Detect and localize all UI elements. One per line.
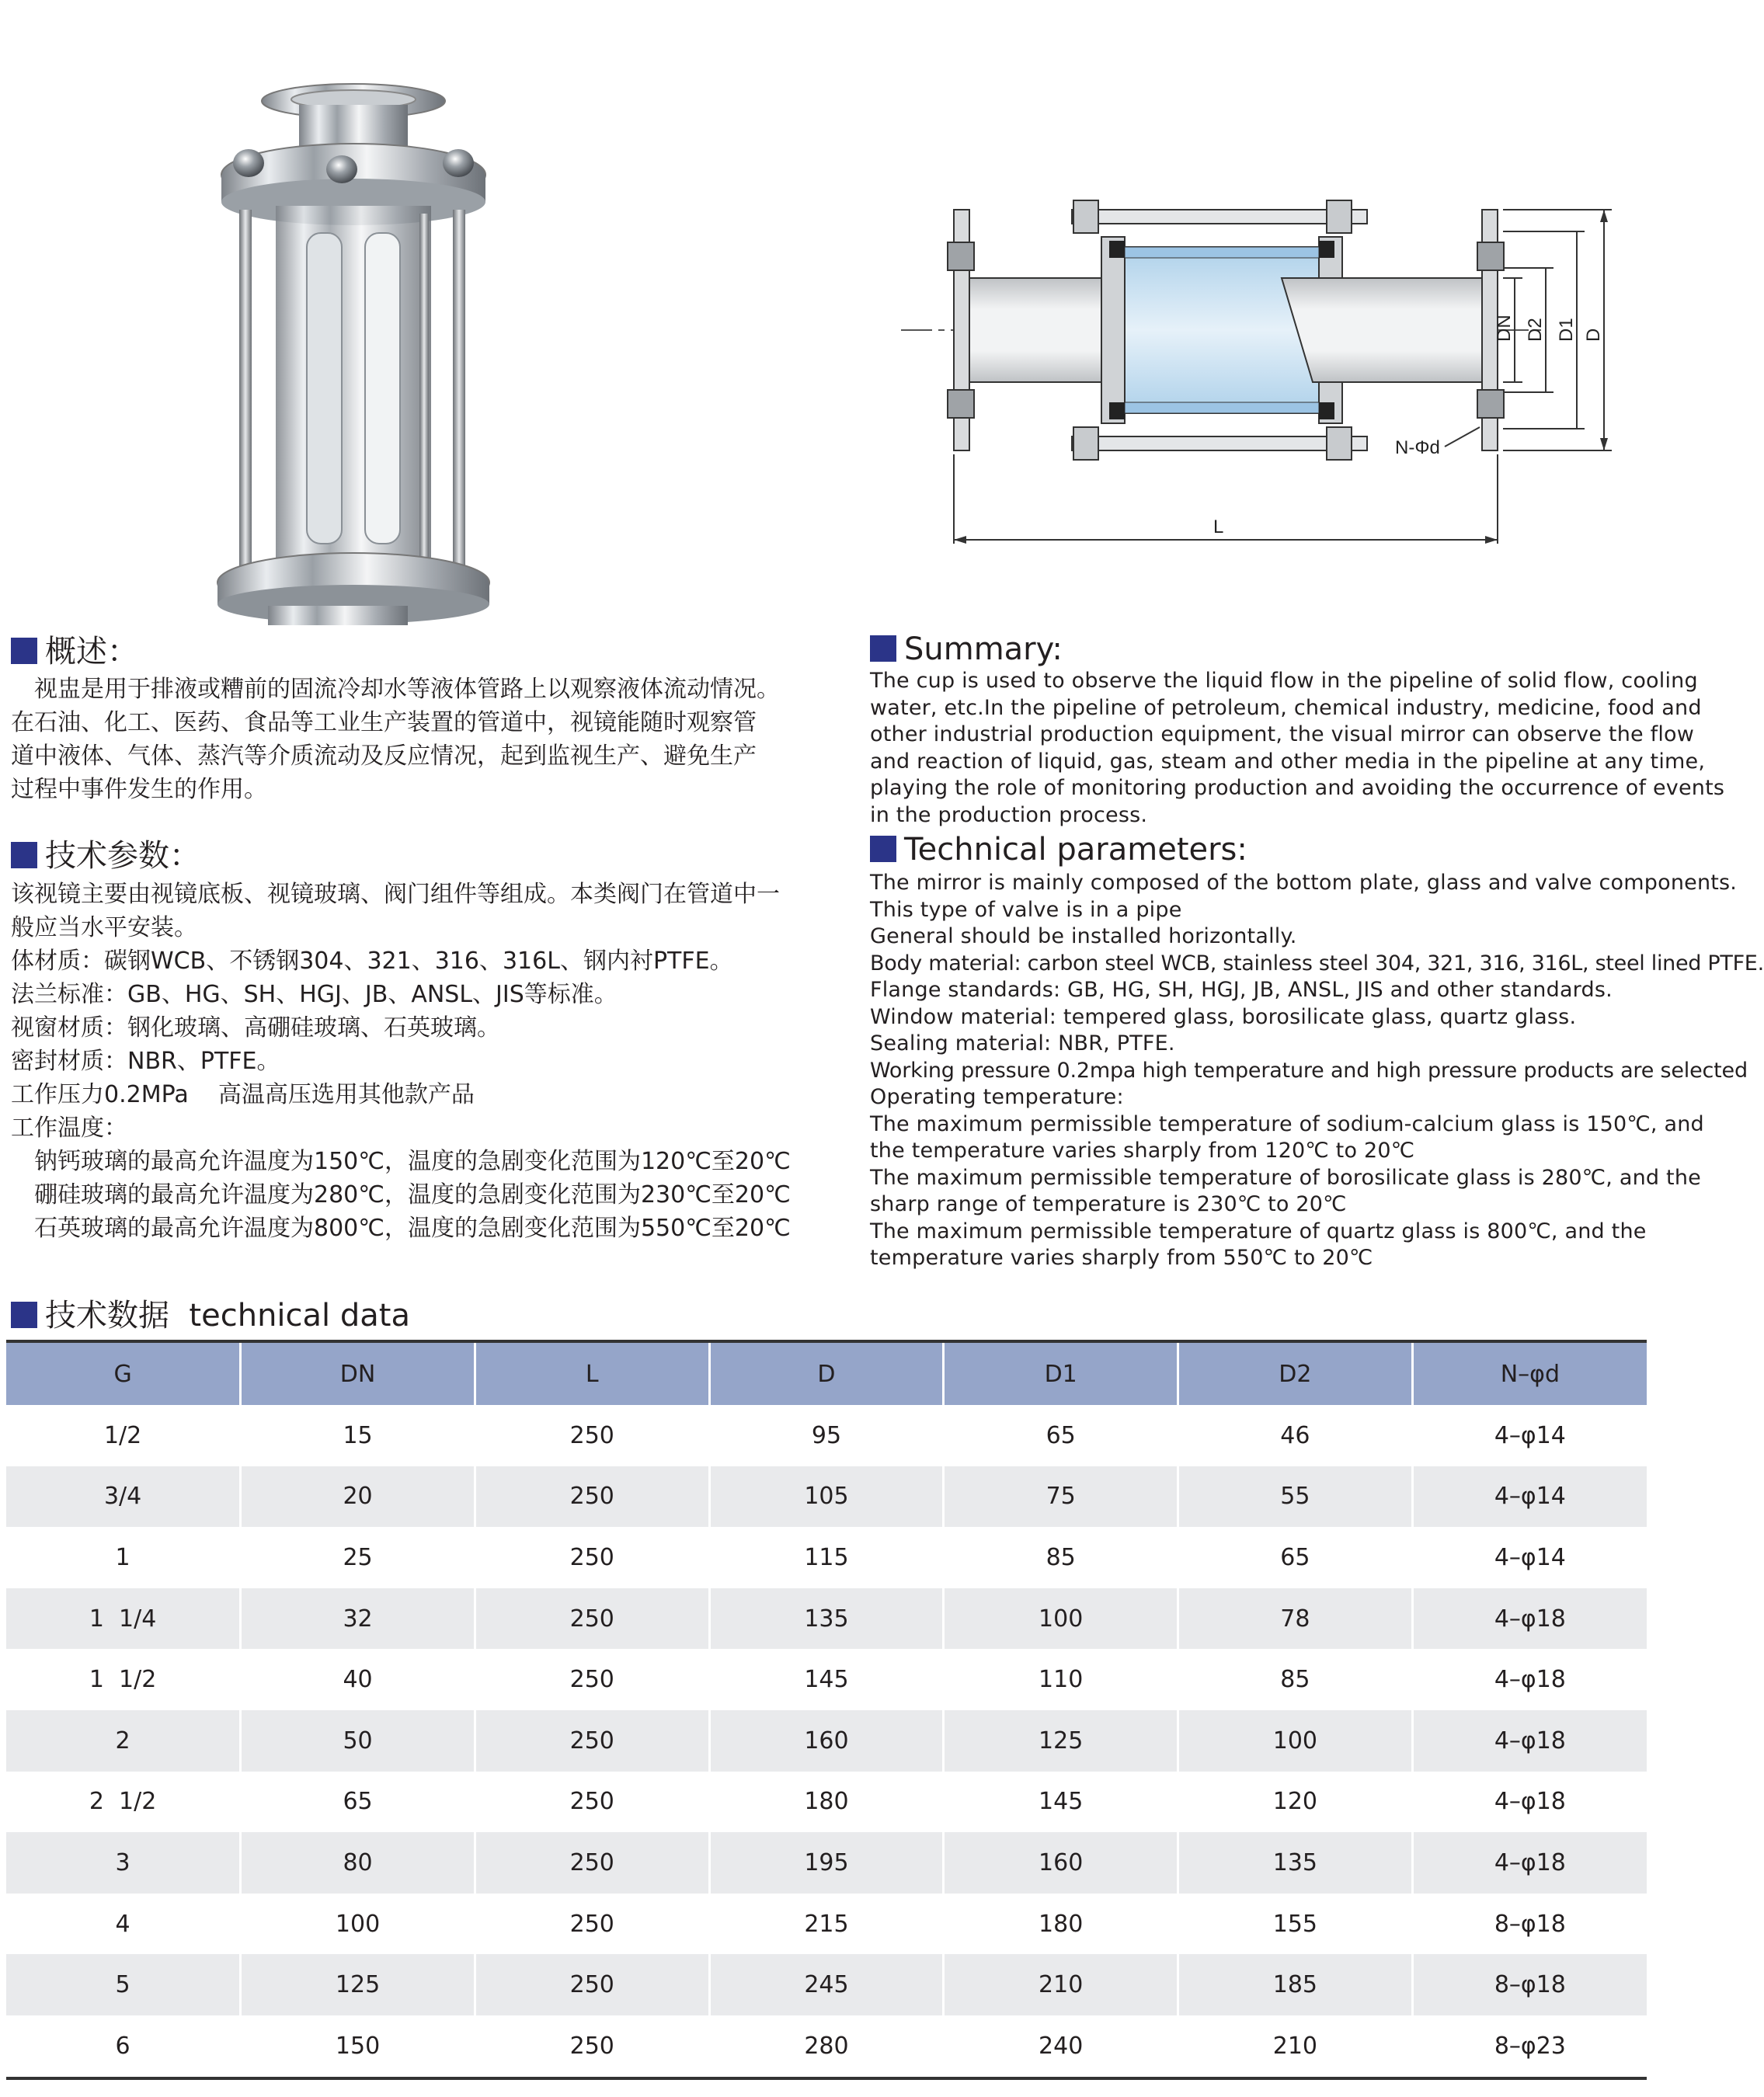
table-cell: 5: [6, 1954, 241, 2015]
column-header-d2: D2: [1178, 1341, 1413, 1405]
summary-cn-heading: 概述：: [11, 633, 138, 670]
right-pipe: [1282, 278, 1482, 382]
params-en-line: The maximum permissible temperature of quartz glass is 800℃, and the: [870, 1219, 1647, 1243]
table-cell: 65: [241, 1772, 475, 1833]
table-cell: 20: [241, 1466, 475, 1528]
table-cell: 4–φ18: [1412, 1832, 1647, 1894]
table-row: [6, 1894, 1647, 1955]
params-cn-line: 密封材质：NBR、PTFE。: [11, 1048, 280, 1075]
params-en-heading: Technical parameters:: [870, 831, 1247, 868]
table-cell: 40: [241, 1649, 475, 1710]
table-cell: 95: [709, 1405, 944, 1466]
dim-nd-label: N-Φd: [1395, 437, 1440, 458]
right-flange-bolt: [1477, 390, 1504, 418]
table-cell: 15: [241, 1405, 475, 1466]
table-cell: 245: [709, 1954, 944, 2015]
column-header-dn: DN: [241, 1341, 475, 1405]
section-marker-icon: [870, 836, 896, 862]
table-cell: 210: [1178, 2015, 1413, 2078]
table-cell: 2 1/2: [6, 1772, 241, 1833]
table-row: [6, 1710, 1647, 1772]
table-cell: 250: [475, 1527, 709, 1588]
summary-en-body: [870, 668, 1724, 829]
table-row: [6, 1466, 1647, 1528]
summary-en-line: and reaction of liquid, gas, steam and other media in the pipeline at any time,: [870, 749, 1706, 774]
dim-l-label: L: [1213, 516, 1224, 537]
table-cell: 250: [475, 1954, 709, 2015]
glass-window: [307, 233, 342, 544]
table-cell: 210: [944, 1954, 1178, 2015]
table-cell: 250: [475, 1588, 709, 1650]
table-cell: 215: [709, 1894, 944, 1955]
table-cell: 4–φ14: [1412, 1527, 1647, 1588]
table-cell: 65: [1178, 1527, 1413, 1588]
params-en-line: The maximum permissible temperature of borosilicate glass is 280℃, and the: [870, 1165, 1701, 1190]
table-cell: 160: [944, 1832, 1178, 1894]
glass-tube: [276, 206, 431, 571]
table-cell: 240: [944, 2015, 1178, 2078]
table-row: [6, 2015, 1647, 2078]
table-cell: 4–φ14: [1412, 1405, 1647, 1466]
table-cell: 4–φ18: [1412, 1710, 1647, 1772]
product-photo: [210, 78, 497, 629]
table-row: [6, 1832, 1647, 1894]
seal: [1319, 402, 1334, 419]
dim-d1-label: D1: [1556, 318, 1577, 342]
left-flange-bolt: [948, 390, 974, 418]
rod-nut: [1073, 200, 1098, 233]
tie-rod: [1072, 210, 1367, 224]
technical-diagram: [901, 194, 1623, 551]
nut-icon: [326, 155, 357, 183]
table-cell: 1: [6, 1527, 241, 1588]
params-en-line: Operating temperature:: [870, 1085, 1124, 1109]
table-cell: 8–φ23: [1412, 2015, 1647, 2078]
rod-nut: [1073, 427, 1098, 460]
section-marker-icon: [11, 638, 37, 664]
summary-en-line: playing the role of monitoring production and avoiding the occurrence of events: [870, 776, 1725, 800]
dim-d-label: D: [1583, 328, 1604, 342]
table-cell: 155: [1178, 1894, 1413, 1955]
section-marker-icon: [870, 635, 896, 662]
table-cell: 110: [944, 1649, 1178, 1710]
table-cell: 120: [1178, 1772, 1413, 1833]
table-cell: 180: [709, 1772, 944, 1833]
table-cell: 250: [475, 1466, 709, 1528]
technical-data-table: [6, 1340, 1647, 2080]
column-header-d: D: [709, 1341, 944, 1405]
table-cell: 280: [709, 2015, 944, 2078]
params-cn-line: 体材质：碳钢WCB、不锈钢304、321、316、316L、钢内衬PTFE。: [11, 948, 733, 975]
params-en-line: the temperature varies sharply from 120℃ to 20℃: [870, 1139, 1415, 1163]
table-cell: 3/4: [6, 1466, 241, 1528]
params-cn-line: 该视镜主要由视镜底板、视镜玻璃、阀门组件等组成。本类阀门在管道中一: [11, 881, 780, 908]
tie-rod: [419, 214, 429, 571]
section-marker-icon: [11, 842, 37, 868]
params-cn-line: 硼硅玻璃的最高允许温度为280℃，温度的急剧变化范围为230℃至20℃: [34, 1181, 791, 1208]
params-en-line: sharp range of temperature is 230℃ to 20℃: [870, 1192, 1347, 1216]
summary-en-line: in the production process.: [870, 802, 1148, 827]
params-cn-line: 工作温度：: [11, 1115, 127, 1142]
table-cell: 85: [944, 1527, 1178, 1588]
nut-icon: [233, 149, 264, 177]
table-cell: 8–φ18: [1412, 1954, 1647, 2015]
tie-rod: [453, 210, 465, 575]
dim-d2-label: D2: [1525, 318, 1546, 342]
glass-window: [365, 233, 400, 544]
column-header-nd: N–φd: [1412, 1341, 1647, 1405]
table-cell: 2: [6, 1710, 241, 1772]
glass-bottom-band: [1125, 402, 1319, 413]
table-cell: 3: [6, 1832, 241, 1894]
table-cell: 1/2: [6, 1405, 241, 1466]
params-en-line: The maximum permissible temperature of sodium-calcium glass is 150℃, and: [870, 1111, 1704, 1136]
table-cell: 250: [475, 1649, 709, 1710]
table-cell: 1 1/2: [6, 1649, 241, 1710]
params-en-line: Working pressure 0.2mpa high temperature and high pressure products are selected: [870, 1058, 1748, 1083]
table-row: [6, 1772, 1647, 1833]
table-cell: 135: [709, 1588, 944, 1650]
table-cell: 145: [944, 1772, 1178, 1833]
table-cell: 4–φ18: [1412, 1649, 1647, 1710]
table-cell: 75: [944, 1466, 1178, 1528]
glass-top-band: [1125, 247, 1319, 258]
params-en-line: Flange standards: GB, HG, SH, HGJ, JB, ANSL, JIS and other standards.: [870, 978, 1613, 1002]
table-cell: 115: [709, 1527, 944, 1588]
params-cn-line: 钠钙玻璃的最高允许温度为150℃，温度的急剧变化范围为120℃至20℃: [34, 1148, 791, 1175]
summary-cn-body: [11, 673, 780, 806]
table-row: [6, 1649, 1647, 1710]
summary-cn-line: 视盅是用于排液或糟前的固流冷却水等液体管路上以观察液体流动情况。: [34, 676, 780, 703]
column-header-d1: D1: [944, 1341, 1178, 1405]
table-row: [6, 1588, 1647, 1650]
seal: [1109, 402, 1125, 419]
table-row: [6, 1405, 1647, 1466]
table-cell: 250: [475, 1832, 709, 1894]
table-cell: 46: [1178, 1405, 1413, 1466]
table-cell: 4–φ18: [1412, 1588, 1647, 1650]
params-en-line: The mirror is mainly composed of the bottom plate, glass and valve components.: [870, 871, 1738, 895]
params-en-line: General should be installed horizontally.: [870, 924, 1297, 948]
summary-cn-line: 在石油、化工、医药、食品等工业生产装置的管道中，视镜能随时观察管: [11, 709, 757, 736]
table-cell: 160: [709, 1710, 944, 1772]
table-cell: 125: [944, 1710, 1178, 1772]
params-cn-line: 工作压力0.2MPa 高温高压选用其他款产品: [11, 1081, 475, 1108]
table-cell: 100: [1178, 1710, 1413, 1772]
table-cell: 180: [944, 1894, 1178, 1955]
tie-rod: [1072, 436, 1367, 450]
summary-cn-line: 过程中事件发生的作用。: [11, 776, 267, 803]
table-cell: 8–φ18: [1412, 1894, 1647, 1955]
table-cell: 185: [1178, 1954, 1413, 2015]
params-en-line: This type of valve is in a pipe: [870, 897, 1182, 922]
summary-en-heading: Summary:: [870, 631, 1063, 668]
params-cn-body: [11, 878, 791, 1245]
table-cell: 50: [241, 1710, 475, 1772]
params-cn-line: 般应当水平安装。: [11, 914, 197, 941]
table-cell: 145: [709, 1649, 944, 1710]
table-cell: 250: [475, 1894, 709, 1955]
table-cell: 105: [709, 1466, 944, 1528]
summary-en-line: other industrial production equipment, the visual mirror can observe the flow: [870, 722, 1695, 746]
right-flange-bolt: [1477, 242, 1504, 270]
params-cn-line: 视窗材质：钢化玻璃、高硼硅玻璃、石英玻璃。: [11, 1014, 500, 1042]
table-row: [6, 1527, 1647, 1588]
table-cell: 250: [475, 1772, 709, 1833]
nut-icon: [443, 149, 474, 177]
section-marker-icon: [11, 1302, 37, 1328]
table-cell: 78: [1178, 1588, 1413, 1650]
table-cell: 250: [475, 2015, 709, 2078]
seal: [1109, 241, 1125, 258]
table-cell: 125: [241, 1954, 475, 2015]
table-cell: 4–φ14: [1412, 1466, 1647, 1528]
table-cell: 100: [944, 1588, 1178, 1650]
table-cell: 250: [475, 1405, 709, 1466]
sight-glass: [1125, 247, 1319, 413]
table-cell: 250: [475, 1710, 709, 1772]
tie-rod: [239, 210, 252, 575]
table-heading: 技术数据 technical data: [11, 1297, 410, 1334]
dim-dn-label: DN: [1494, 315, 1515, 342]
params-cn-line: 法兰标准：GB、HG、SH、HGJ、JB、ANSL、JIS等标准。: [11, 981, 618, 1008]
left-flange-bolt: [948, 242, 974, 270]
table-cell: 32: [241, 1588, 475, 1650]
summary-cn-line: 道中液体、气体、蒸汽等介质流动及反应情况，起到监视生产、避免生产: [11, 742, 757, 770]
summary-en-line: water, etc.In the pipeline of petroleum, chemical industry, medicine, food and: [870, 695, 1702, 720]
bottom-ferrule: [268, 606, 408, 625]
column-header-l: L: [475, 1341, 709, 1405]
body-flange-left: [1101, 237, 1125, 423]
params-en-body: [870, 870, 1764, 1272]
params-cn-line: 石英玻璃的最高允许温度为800℃，温度的急剧变化范围为550℃至20℃: [34, 1215, 791, 1242]
table-cell: 195: [709, 1832, 944, 1894]
summary-en-line: The cup is used to observe the liquid flow in the pipeline of solid flow, cooling: [870, 669, 1698, 693]
table-cell: 65: [944, 1405, 1178, 1466]
params-en-line: Window material: tempered glass, borosilicate glass, quartz glass.: [870, 1004, 1577, 1029]
params-en-line: Body material: carbon steel WCB, stainless steel 304, 321, 316, 316L, steel lined PTFE.: [870, 951, 1764, 975]
table-cell: 100: [241, 1894, 475, 1955]
table-cell: 85: [1178, 1649, 1413, 1710]
table-cell: 4–φ18: [1412, 1772, 1647, 1833]
table-cell: 25: [241, 1527, 475, 1588]
seal: [1319, 241, 1334, 258]
params-cn-heading: 技术参数：: [11, 837, 200, 875]
rod-nut: [1327, 427, 1352, 460]
table-cell: 135: [1178, 1832, 1413, 1894]
table-cell: 4: [6, 1894, 241, 1955]
table-header-row: [6, 1341, 1647, 1405]
table-cell: 6: [6, 2015, 241, 2078]
rod-nut: [1327, 200, 1352, 233]
table-cell: 1 1/4: [6, 1588, 241, 1650]
table-cell: 55: [1178, 1466, 1413, 1528]
table-cell: 150: [241, 2015, 475, 2078]
params-en-line: temperature varies sharply from 550℃ to 20℃: [870, 1246, 1373, 1270]
table-row: [6, 1954, 1647, 2015]
params-en-line: Sealing material: NBR, PTFE.: [870, 1031, 1175, 1055]
table-cell: 80: [241, 1832, 475, 1894]
column-header-g: G: [6, 1341, 241, 1405]
